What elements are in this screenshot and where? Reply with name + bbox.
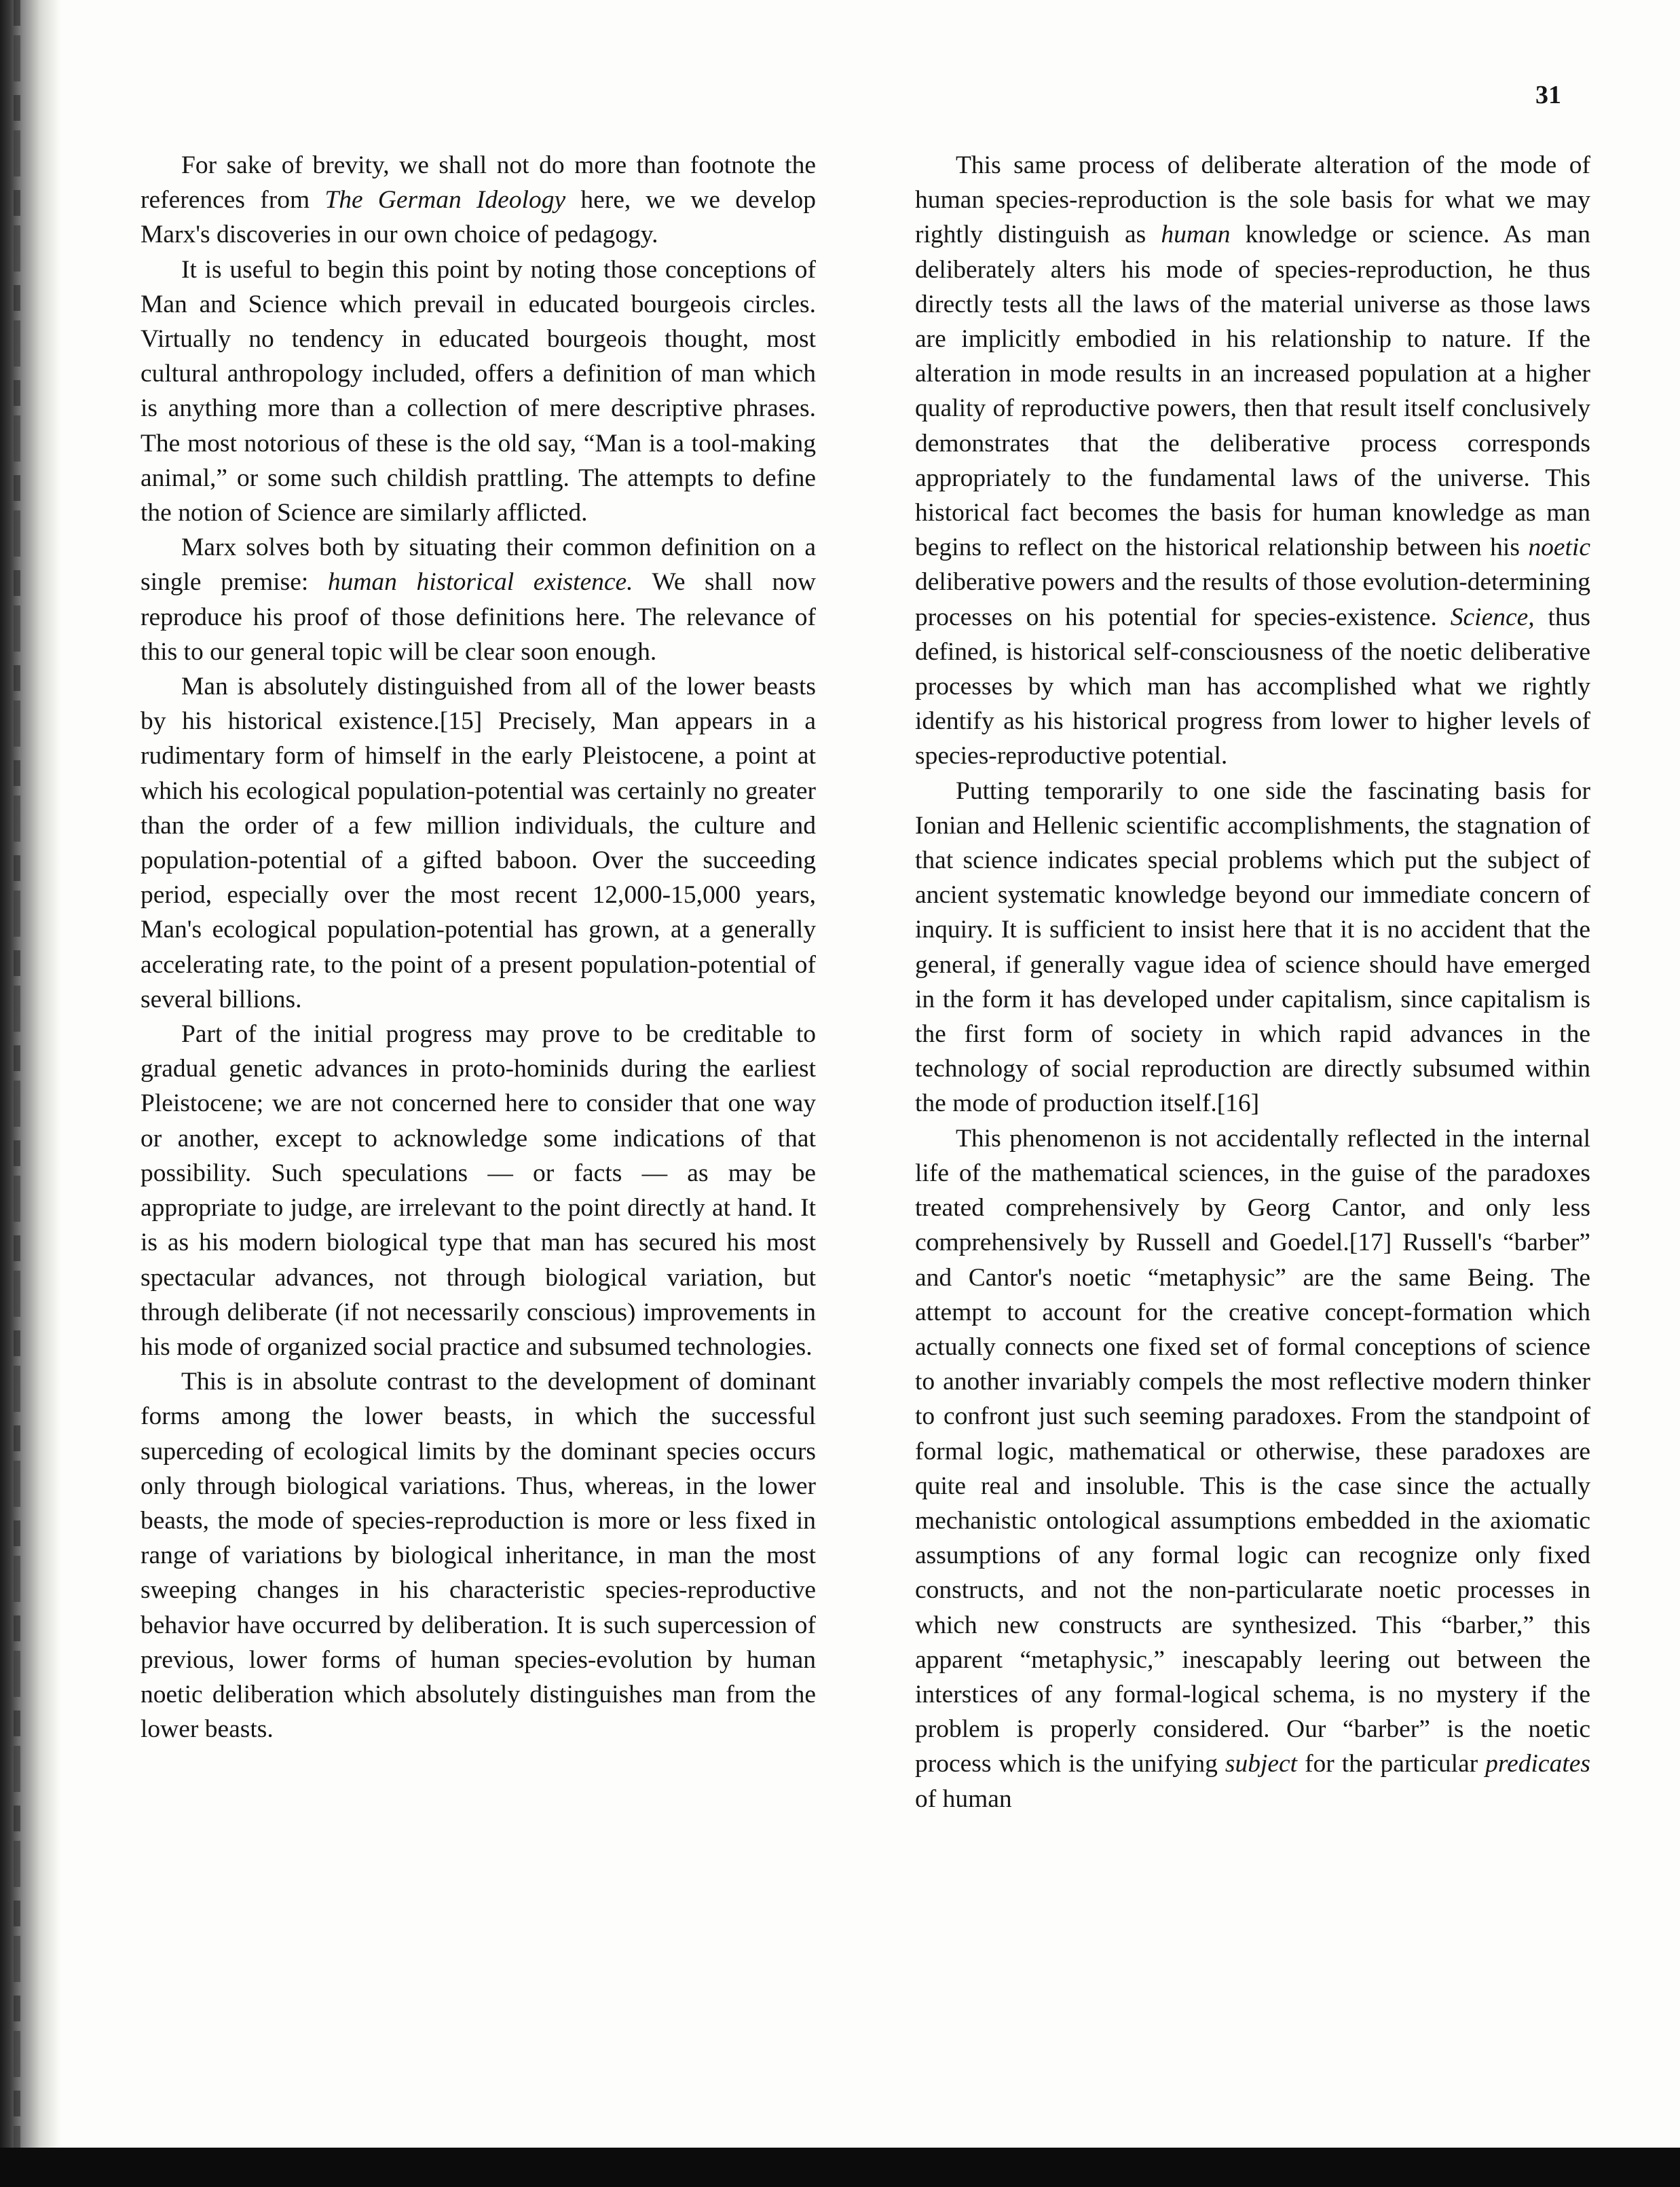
right-text-column [915,148,1590,1816]
paragraph: Man is absolutely distinguished from all of the lower beasts by his historical existence.[15] Precisely, Man appears in a rudimentary form of himself in the early Pleistocene, a point at which his ecological population-potential was certainly no greater than the order of a few million individuals, the culture and population-potential of a gifted baboon. Over the succeeding period, especially over the most recent 12,000-15,000 years, Man's ecological population-potential has grown, at a generally accelerating rate, to the point of a present population-potential of several billions. [141,673,816,1013]
book-binding-shadow [0,0,61,2187]
paragraph: For sake of brevity, we shall not do more than footnote the references from The German Ideology here, we we develop Marx's discoveries in our own choice of pedagogy. [141,151,816,249]
paragraph: It is useful to begin this point by noting those conceptions of Man and Science which prevail in educated bourgeois circles. Virtually no tendency in educated bourgeois thought, most cultural anthropology included, offers a definition of man which is anything more than a collection of mere descriptive phrases. The most notorious of these is the old say, “Man is a tool-making animal,” or some such childish prattling. The attempts to define the notion of Science are similarly afflicted. [141,255,816,527]
paragraph: Putting temporarily to one side the fascinating basis for Ionian and Hellenic scientific accomplishments, the stagnation of that science indicates special problems which put the subject of ancient systematic knowledge beyond our immediate concern of inquiry. It is sufficient to insist here that it is no accident that the general, if generally vague idea of science should have emerged in the form it has developed under capitalism, since capitalism is the first form of society in which rapid advances in the technology of social reproduction are directly subsumed within the mode of production itself.[16] [915,777,1590,1118]
paragraph: This phenomenon is not accidentally reflected in the internal life of the mathematical sciences, in the guise of the paradoxes treated comprehensively by Georg Cantor, and only less comprehensively by Russell and Goedel.[17] Russell's “barber” and Cantor's noetic “metaphysic” are the same Being. The attempt to account for the creative concept-formation which actually connects one fixed set of formal conceptions of science to another invariably compels the most reflective modern thinker to confront just such seeming paradoxes. From the standpoint of formal logic, mathematical or otherwise, these paradoxes are quite real and insoluble. This is the case since the actually mechanistic ontological assumptions embedded in the axiomatic assumptions of any formal logic can recognize only fixed constructs, and not the non-particularate noetic processes in which new constructs are synthesized. This “barber,” this apparent “metaphysic,” inescapably leering out between the interstices of any formal-logical schema, is no mystery if the problem is properly considered. Our “barber” is the noetic process which is the unifying subject for the particular predicates of human [915,1124,1590,1813]
paragraph: This same process of deliberate alteration of the mode of human species-reproduction is the sole basis for what we may rightly distinguish as human knowledge or science. As man deliberately alters his mode of species-reproduction, he thus directly tests all the laws of the material universe as those laws are implicitly embodied in his relationship to nature. If the alteration in mode results in an increased population at a higher quality of reproductive powers, then that result itself conclusively demonstrates that the deliberative process corresponds appropriately to the fundamental laws of the universe. This historical fact becomes the basis for human knowledge as man begins to reflect on the historical relationship between his noetic deliberative powers and the results of those evolution-determining processes on his potential for species-existence. Science, thus defined, is historical self-consciousness of the noetic deliberative processes by which man has accomplished what we rightly identify as his historical progress from lower to higher levels of species-reproductive potential. [915,151,1591,770]
paragraph: Marx solves both by situating their common definition on a single premise: human historical existence. We shall now reproduce his proof of those definitions here. The relevance of this to our general topic will be clear soon enough. [141,534,817,666]
page-number: 31 [1535,81,1561,109]
scan-bottom-edge [0,2148,1680,2187]
paragraph: This is in absolute contrast to the development of dominant forms among the lower beasts, in which the successful superceding of ecological limits by the dominant species occurs only through biological variations. Thus, whereas, in the lower beasts, the mode of species-reproduction is more or less fixed in range of variations by biological inheritance, in man the most sweeping changes in his characteristic species-reproductive behavior have occurred by deliberation. It is such supercession of previous, lower forms of human species-evolution by human noetic deliberation which absolutely distinguishes man from the lower beasts. [141,1368,816,1744]
left-text-column [141,148,816,1746]
paragraph: Part of the initial progress may prove to be creditable to gradual genetic advances in proto-hominids during the earliest Pleistocene; we are not concerned here to consider that one way or another, except to acknowledge some indications of that possibility. Such speculations — or facts — as may be appropriate to judge, are irrelevant to the point directly at hand. It is as his modern biological type that man has secured his most spectacular advances, not through biological variation, but through deliberate (if not necessarily conscious) improvements in his mode of organized social practice and subsumed technologies. [141,1020,816,1361]
